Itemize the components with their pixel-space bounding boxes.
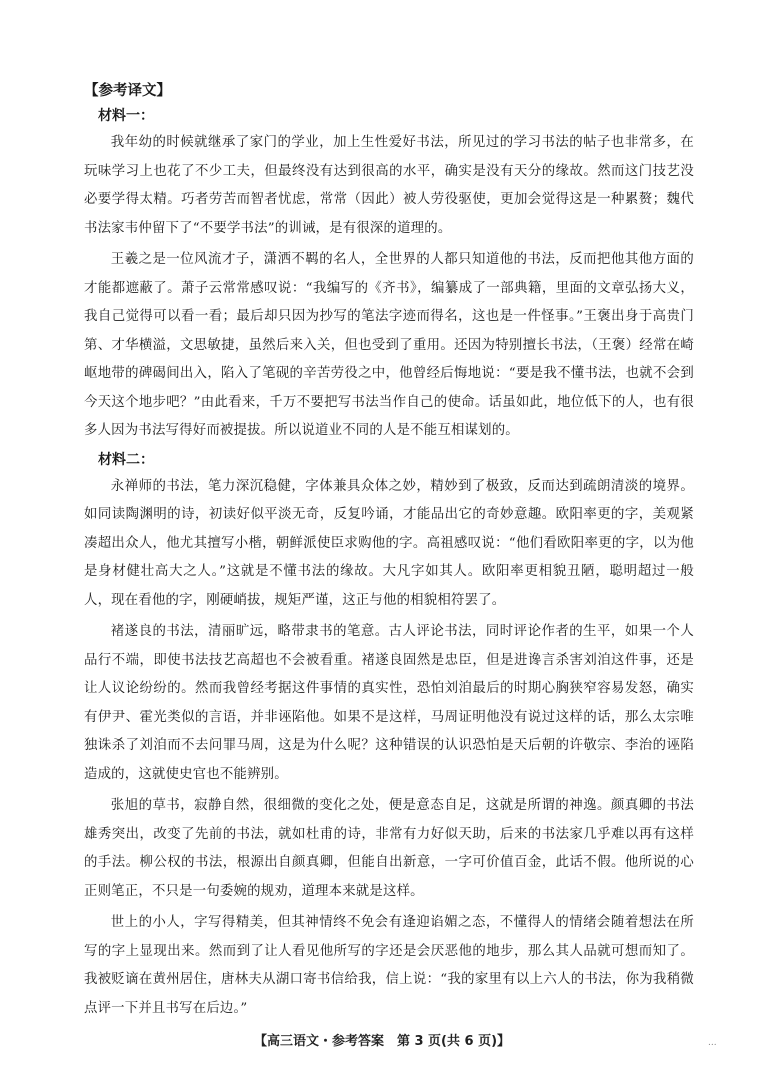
reference-translation-heading: 【参考译文】 xyxy=(84,83,171,99)
material-1-paragraph: 我年幼的时候就继承了家门的学业，加上生性爱好书法，所见过的学习书法的帖子也非常多，在玩味学习上也花了不少工夫，但最终没有达到很高的水平，确实是没有天分的缘故。然而这门技艺没必要学得太精。巧者劳苦而智者忧虑，常常（因此）被人劳役驱使，更加会觉得这是一种累赘；魏代书法家韦仲留下了“不要学书法”的训诫，是有很深的道理的。 xyxy=(84,135,694,236)
material-2-paragraph: 张旭的草书，寂静自然，很细微的变化之处，便是意态自足，这就是所谓的神逸。颜真卿的书法雄秀突出，改变了先前的书法，就如杜甫的诗，非常有力好似天助，后来的书法家几乎难以再有这样的手法。柳公权的书法，根源出自颜真卿，但能自出新意，一字可价值百金，此话不假。他所说的心正则笔正，不只是一句委婉的规劝，道理本来就是这样。 xyxy=(84,798,694,899)
material-2-paragraph: 永禅师的书法，笔力深沉稳健，字体兼具众体之妙，精妙到了极致，反而达到疏朗清淡的境界。如同读陶渊明的诗，初读好似平淡无奇，反复吟诵，才能品出它的奇妙意趣。欧阳率更的字，美观紧凑超出众人，他尤其擅写小楷，朝鲜派使臣求购他的字。高祖感叹说：“他们看欧阳率更的字，以为他是身材健壮高大之人。”这就是不懂书法的缘故。大凡字如其人。欧阳率更相貌丑陋，聪明超过一般人，现在看他的字，刚硬峭拔，规矩严谨，这正与他的相貌相符罢了。 xyxy=(84,478,694,608)
corner-mark: ... xyxy=(708,1038,717,1048)
document-body xyxy=(84,80,694,1026)
material-2-paragraph: 褚遂良的书法，清丽旷远，略带隶书的笔意。古人评论书法，同时评论作者的生平，如果一个人品行不端，即使书法技艺高超也不会被看重。褚遂良固然是忠臣，但是进谗言杀害刘洎这件事，还是让人议论纷纷的。然而我曾经考据这件事情的真实性，恐怕刘洎最后的时期心胸狭窄容易发怒，确实有伊尹、霍光类似的言语，并非诬陷他。如果不是这样，马周证明他没有说过这样的话，那么太宗唯独诛杀了刘洎而不去问罪马周，这是为什么呢？这种错误的认识恐怕是天后朝的许敬宗、李治的诬陷造成的，这就使史官也不能辨别。 xyxy=(84,624,694,782)
material-2-paragraph: 世上的小人，字写得精美，但其神情终不免会有逢迎谄媚之态，不懂得人的情绪会随着想法在所写的字上显现出来。然而到了让人看见他所写的字还是会厌恶他的地步，那么其人品就可想而知了。我被贬谪在黄州居住，唐林夫从湖口寄书信给我，信上说：“我的家里有以上六人的书法，你为我稍微点评一下并且书写在后边。” xyxy=(84,915,694,1016)
material-1-paragraph: 王羲之是一位风流才子，潇洒不羁的名人，全世界的人都只知道他的书法，反而把他其他方面的才能都遮蔽了。萧子云常常感叹说：“我编写的《齐书》，编纂成了一部典籍，里面的文章弘扬大义，我自己觉得可以看一看；最后却只因为抄写的笔法字迹而得名，这也是一件怪事。”王褒出身于高贵门第、才华横溢，文思敏捷，虽然后来入关，但也受到了重用。还因为特别擅长书法，（王褒）经常在崎岖地带的碑碣间出入，陷入了笔砚的辛苦劳役之中，他曾经后悔地说：“要是我不懂书法，也就不会到今天这个地步吧？”由此看来，千万不要把写书法当作自己的使命。话虽如此，地位低下的人，也有很多人因为书法写得好而被提拔。所以说道业不同的人是不能互相谋划的。 xyxy=(84,252,694,438)
material-1-title: 材料一： xyxy=(98,108,154,124)
page-footer: 【高三语文・参考答案 第 3 页(共 6 页)】 xyxy=(253,1034,511,1049)
material-2-title: 材料二： xyxy=(98,451,154,468)
